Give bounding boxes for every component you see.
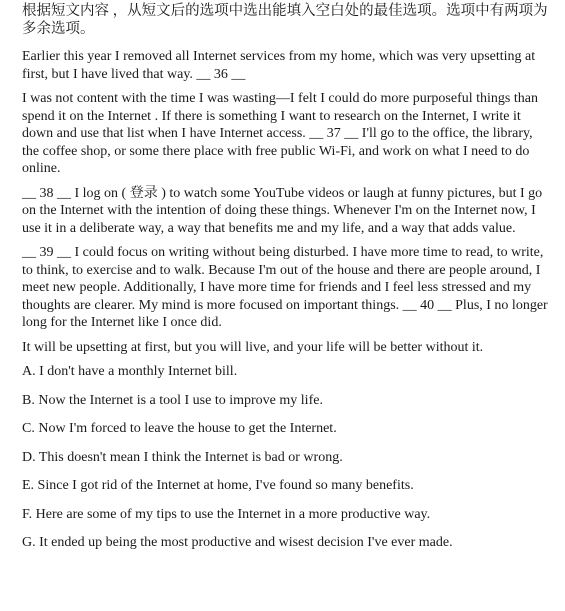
paragraph-2: I was not content with the time I was wasting—I felt I could do more purposeful things than spend it on the Internet . If there is something I want to research on the Internet, I write it down and use that list when I have Internet access. __ 37 __ I'll go to the office, the library, the coffee shop, or some there place with free public Wi-Fi, and work on what I need to do online. xyxy=(22,91,538,176)
option-d: D. This doesn't mean I think the Internet is bad or wrong. xyxy=(22,449,343,465)
passage xyxy=(22,48,551,356)
option-b: B. Now the Internet is a tool I use to improve my life. xyxy=(22,392,323,408)
instruction-text: 根据短文内容 ，从短文后的选项中选出能填入空白处的最佳选项。选项中有两项为多余选项。 xyxy=(22,3,548,37)
option-a: A. I don't have a monthly Internet bill. xyxy=(22,364,238,379)
option-f: F. Here are some of my tips to use the Internet in a more productive way. xyxy=(22,506,431,522)
option-g: G. It ended up being the most productive and wisest decision I've ever made. xyxy=(22,535,453,550)
paragraph-4: __ 39 __ I could focus on writing without being disturbed. I have more time to read, to write, to think, to exercise and to walk. Because I'm out of the house and there are people around, I meet new people. Additionally, I have more time for friends and I feel less stressed and my thoughts are clearer. My mind is more focused on important things. __ 40 __ Plus, I no longer long for the Internet like I once did. xyxy=(22,245,548,330)
option-c: C. Now I'm forced to leave the house to get the Internet. xyxy=(22,421,337,436)
options-list xyxy=(22,363,551,552)
paragraph-5: It will be upsetting at first, but you will live, and your life will be better without it. xyxy=(22,339,484,355)
paragraph-1: Earlier this year I removed all Internet services from my home, which was very upsetting at first, but I have lived that way. __ 36 __ xyxy=(22,49,536,82)
paragraph-3: __ 38 __ I log on ( 登录 ) to watch some YouTube videos or laugh at funny pictures, but I go on the Internet with the intention of doing these things. Whenever I'm on the Internet now, I use it in a deliberate way, a way that benefits me and my life, and a way that adds value. xyxy=(22,185,543,236)
option-e: E. Since I got rid of the Internet at home, I've found so many benefits. xyxy=(22,478,414,493)
